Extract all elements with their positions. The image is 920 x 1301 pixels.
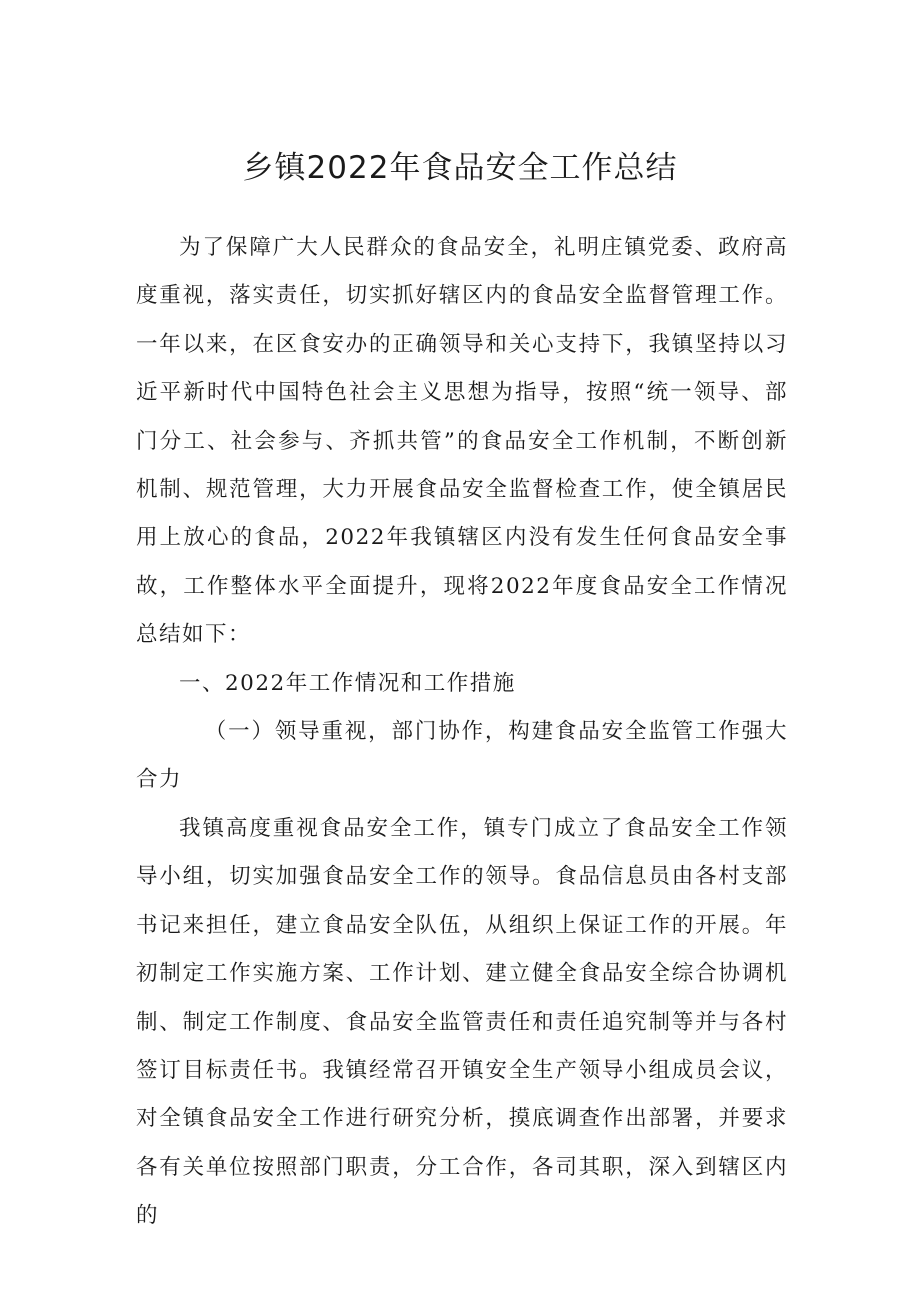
intro-paragraph: 为了保障广大人民群众的食品安全，礼明庄镇党委、政府高度重视，落实责任，切实抓好辖区内的食品安全监督管理工作。一年以来，在区食安办的正确领导和关心支持下，我镇坚持以习近平新时代中国特色社会主义思想为指导，按照“统一领导、部门分工、社会参与、齐抓共管”的食品安全工作机制，不断创新机制、规范管理，大力开展食品安全监督检查工作，使全镇居民用上放心的食品，2022年我镇辖区内没有发生任何食品安全事故，工作整体水平全面提升，现将2022年度食品安全工作情况总结如下： (136, 235, 788, 648)
body-paragraph: 我镇高度重视食品安全工作，镇专门成立了食品安全工作领导小组，切实加强食品安全工作的领导。食品信息员由各村支部书记来担任，建立食品安全队伍，从组织上保证工作的开展。年初制定工作实施方案、工作计划、建立健全食品安全综合协调机制、制定工作制度、食品安全监管责任和责任追究制等并与各村签订目标责任书。我镇经常召开镇安全生产领导小组成员会议，对全镇食品安全工作进行研究分析，摸底调查作出部署，并要求各有关单位按照部门职责，分工合作，各司其职，深入到辖区内的 (136, 815, 788, 1229)
section-heading: 一、2022年工作情况和工作措施 (179, 670, 516, 696)
document-body (136, 224, 788, 1241)
subsection-heading: （一）领导重视，部门协作，构建食品安全监管工作强大合力 (136, 719, 788, 793)
document-title: 乡镇2022年食品安全工作总结 (242, 150, 678, 186)
